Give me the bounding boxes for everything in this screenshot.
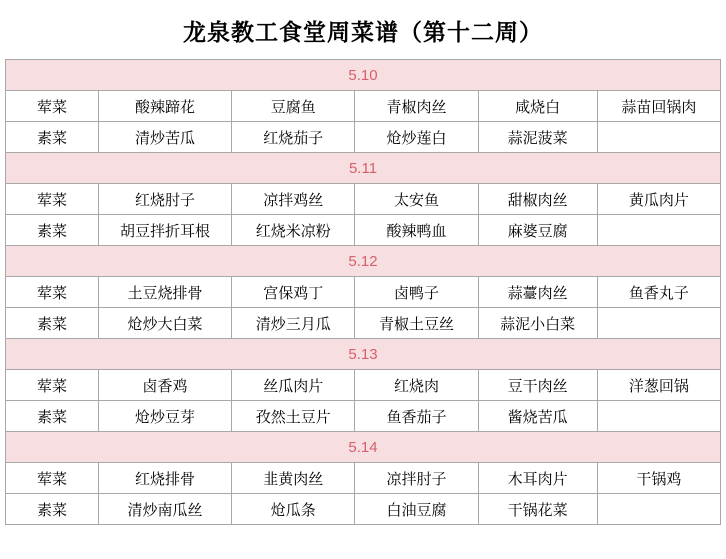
table-row [6,215,721,246]
empty-cell [597,308,720,339]
dish-cell: 青椒土豆丝 [355,308,478,339]
dish-cell: 红烧肘子 [98,184,231,215]
dish-cell: 卤香鸡 [98,370,231,401]
table-row [6,401,721,432]
dish-cell: 酸辣蹄花 [98,91,231,122]
dish-cell: 蒜泥小白菜 [478,308,597,339]
dish-cell: 蒜苗回锅肉 [597,91,720,122]
dish-cell: 甜椒肉丝 [478,184,597,215]
dish-cell: 凉拌鸡丝 [232,184,355,215]
category-label-meat: 荤菜 [6,370,99,401]
table-row [6,463,721,494]
empty-cell [597,494,720,525]
page-title: 龙泉教工食堂周菜谱（第十二周） [183,20,543,45]
dish-cell: 鱼香茄子 [355,401,478,432]
dish-cell: 蒜薹肉丝 [478,277,597,308]
dish-cell: 宫保鸡丁 [232,277,355,308]
date-label: 5.13 [6,339,721,370]
dish-cell: 咸烧白 [478,91,597,122]
table-row [6,277,721,308]
date-label: 5.11 [6,153,721,184]
table-row [6,184,721,215]
date-row [6,153,721,184]
dish-cell: 红烧米凉粉 [232,215,355,246]
date-row [6,60,721,91]
dish-cell: 清炒苦瓜 [98,122,231,153]
empty-cell [597,401,720,432]
dish-cell: 洋葱回锅 [597,370,720,401]
category-label-veg: 素菜 [6,494,99,525]
category-label-veg: 素菜 [6,401,99,432]
dish-cell: 麻婆豆腐 [478,215,597,246]
dish-cell: 凉拌肘子 [355,463,478,494]
table-row [6,91,721,122]
dish-cell: 孜然土豆片 [232,401,355,432]
dish-cell: 红烧茄子 [232,122,355,153]
dish-cell: 蒜泥菠菜 [478,122,597,153]
dish-cell: 黄瓜肉片 [597,184,720,215]
table-row [6,494,721,525]
category-label-veg: 素菜 [6,215,99,246]
dish-cell: 酱烧苦瓜 [478,401,597,432]
empty-cell [597,215,720,246]
dish-cell: 红烧排骨 [98,463,231,494]
table-row [6,370,721,401]
dish-cell: 炝炒大白菜 [98,308,231,339]
category-label-meat: 荤菜 [6,463,99,494]
category-label-meat: 荤菜 [6,91,99,122]
date-label: 5.12 [6,246,721,277]
dish-cell: 韭黄肉丝 [232,463,355,494]
date-label: 5.10 [6,60,721,91]
date-row [6,246,721,277]
dish-cell: 鱼香丸子 [597,277,720,308]
dish-cell: 炝炒莲白 [355,122,478,153]
date-row [6,339,721,370]
dish-cell: 酸辣鸭血 [355,215,478,246]
dish-cell: 豆腐鱼 [232,91,355,122]
dish-cell: 干锅花菜 [478,494,597,525]
dish-cell: 清炒南瓜丝 [98,494,231,525]
category-label-meat: 荤菜 [6,184,99,215]
dish-cell: 木耳肉片 [478,463,597,494]
weekly-menu-table [5,59,721,525]
table-row [6,122,721,153]
empty-cell [597,122,720,153]
dish-cell: 豆干肉丝 [478,370,597,401]
dish-cell: 红烧肉 [355,370,478,401]
category-label-veg: 素菜 [6,122,99,153]
dish-cell: 青椒肉丝 [355,91,478,122]
dish-cell: 炝炒豆芽 [98,401,231,432]
dish-cell: 干锅鸡 [597,463,720,494]
category-label-meat: 荤菜 [6,277,99,308]
dish-cell: 丝瓜肉片 [232,370,355,401]
dish-cell: 胡豆拌折耳根 [98,215,231,246]
table-row [6,308,721,339]
dish-cell: 炝瓜条 [232,494,355,525]
dish-cell: 清炒三月瓜 [232,308,355,339]
category-label-veg: 素菜 [6,308,99,339]
date-row [6,432,721,463]
date-label: 5.14 [6,432,721,463]
dish-cell: 太安鱼 [355,184,478,215]
dish-cell: 白油豆腐 [355,494,478,525]
dish-cell: 土豆烧排骨 [98,277,231,308]
dish-cell: 卤鸭子 [355,277,478,308]
